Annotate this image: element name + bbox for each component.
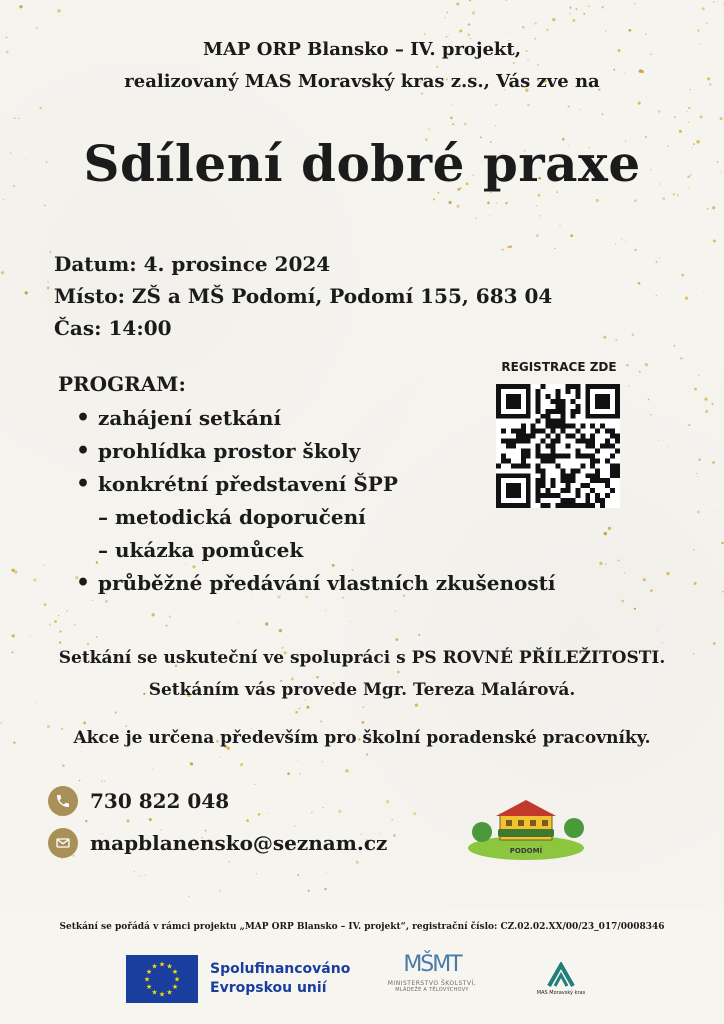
registration-qr-code[interactable] [496,384,620,508]
svg-text:★: ★ [151,962,158,971]
program-list [76,402,555,600]
intro-text [0,34,724,98]
event-time: Čas: 14:00 [54,316,172,340]
svg-text:★: ★ [158,960,166,969]
svg-text:★: ★ [158,990,166,999]
svg-text:★: ★ [143,975,151,984]
phone-icon [48,786,78,816]
program-item: • konkrétní představení ŠPP [76,468,555,501]
program-item: • zahájení setkání [76,402,555,435]
msmt-text-line-1: MINISTERSTVO ŠKOLSTVÍ, [387,980,477,987]
svg-text:★: ★ [171,983,179,991]
mas-mark-icon [546,962,576,988]
eu-text-line-1: Spolufinancováno [210,961,351,977]
program-subitem: – metodická doporučení [98,505,366,529]
mas-logo [534,962,588,996]
audience-note: Akce je určena především pro školní poradenské pracovníky. [73,728,651,748]
eu-text [210,960,350,998]
cooperation-note [0,642,724,706]
program-item: • průběžné předávání vlastních zkušeností [76,567,555,600]
mas-logo-text: MAS Moravský kras [536,990,586,996]
program-heading: PROGRAM: [58,372,186,396]
svg-text:★: ★ [173,975,181,984]
svg-text:★: ★ [151,988,158,997]
school-logo [462,796,590,860]
intro-line-1: MAP ORP Blansko – IV. projekt, [203,39,521,60]
note-line-1: Setkání se uskuteční ve spolupráci s PS ROVNÉ PŘÍLEŽITOSTI. [58,648,666,668]
note-line-2: Setkáním vás provede Mgr. Tereza Malárová. [148,680,576,700]
eu-cofinancing-logo [126,955,350,1003]
program-subitem: – ukázka pomůcek [98,538,304,562]
footer-project-info: Setkání se pořádá v rámci projektu „MAP ORP Blansko – IV. projekt“, registrační číslo: CZ.02.02.XX/00/23_017/0008346 [59,922,665,932]
email-address[interactable]: mapblanensko@seznam.cz [90,831,388,855]
msmt-mark-icon: MŠMT [403,952,461,977]
registration-label: REGISTRACE ZDE [501,360,617,374]
phone-number[interactable]: 730 822 048 [90,789,230,813]
program-item: • prohlídka prostor školy [76,435,555,468]
eu-flag-icon [126,955,198,1003]
svg-text:★: ★ [171,968,179,976]
svg-text:★: ★ [145,983,153,991]
svg-text:★: ★ [166,988,173,997]
event-date: Datum: 4. prosince 2024 [54,252,331,276]
msmt-text-line-2: MLÁDEŽE A TĚLOVÝCHOVY [395,987,469,993]
event-details [54,248,552,344]
intro-line-2: realizovaný MAS Moravský kras z.s., Vás zve na [124,71,600,92]
school-logo-text: PODOMÍ [509,847,543,855]
eu-text-line-2: Evropskou unií [210,980,327,996]
email-contact [48,828,387,858]
mail-icon [48,828,78,858]
event-place: Místo: ZŠ a MŠ Podomí, Podomí 155, 683 04 [54,284,553,308]
phone-contact [48,786,229,816]
page-title: Sdílení dobré praxe [83,134,641,193]
svg-text:★: ★ [166,962,173,971]
svg-text:★: ★ [145,968,153,976]
msmt-logo [378,952,486,993]
